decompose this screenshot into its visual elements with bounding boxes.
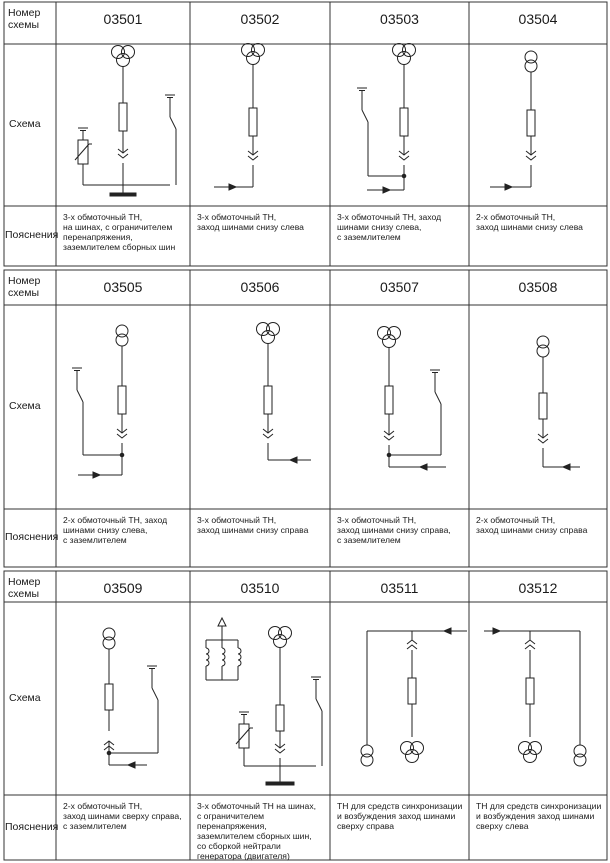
scheme-note: 3-х обмоточный ТН, на шинах, с ограничителем перенапряжения, заземлителем сборных шин — [63, 212, 176, 252]
arrow-icon — [290, 457, 297, 463]
wire — [152, 688, 158, 700]
scheme-diagram-03504 — [490, 51, 537, 190]
grounding-switch-icon — [72, 368, 83, 455]
row-label-scheme: Схема — [9, 400, 41, 412]
row-label-number: Номер схемы — [8, 7, 41, 31]
neutral-assembly-icon — [206, 618, 241, 680]
arrow-icon — [444, 628, 451, 634]
fuse-icon — [527, 110, 535, 136]
scheme-number: 03506 — [240, 279, 280, 295]
two-winding-transformer-icon — [537, 336, 549, 357]
scheme-diagram-03511 — [361, 628, 467, 766]
grounding-switch-icon — [147, 666, 158, 753]
three-winding-transformer-icon — [112, 46, 135, 67]
grounding-switch-icon — [357, 88, 368, 176]
wire — [170, 117, 176, 129]
scheme-number: 03510 — [240, 580, 280, 596]
scheme-number: 03512 — [518, 580, 558, 596]
arrow-icon — [420, 464, 427, 470]
scheme-note: ТН для средств синхронизации и возбуждения заход шинами сверху справа — [337, 801, 463, 831]
two-winding-transformer-icon — [116, 325, 128, 346]
scheme-number: 03511 — [380, 580, 419, 596]
arrow-icon — [493, 628, 500, 634]
scheme-diagram-03512 — [484, 628, 586, 766]
row-label-number: Номер схемы — [8, 275, 41, 299]
scheme-note: 3-х обмоточный ТН, заход шинами снизу слева, с заземлителем — [337, 212, 442, 242]
sync-transformer-icon — [401, 742, 424, 763]
scheme-diagram-03503 — [357, 44, 416, 194]
row-label-explanation: Пояснения — [5, 820, 59, 833]
row-label-number: Номер схемы — [8, 576, 41, 600]
scheme-diagram-03507 — [378, 327, 447, 471]
fuse-icon — [526, 678, 534, 704]
scheme-note: 2-х обмоточный ТН, заход шинами сверху справа, с заземлителем — [63, 801, 182, 831]
scheme-note: 3-х обмоточный ТН, заход шинами снизу слева — [197, 212, 304, 232]
scheme-note: 3-х обмоточный ТН, заход шинами снизу справа, с заземлителем — [337, 515, 451, 545]
scheme-diagram-03505 — [72, 325, 128, 478]
grounding-switch-icon — [311, 677, 322, 766]
scheme-note: 2-х обмоточный ТН, заход шинами снизу справа — [476, 515, 588, 535]
scheme-number: 03508 — [518, 279, 558, 295]
row-label-scheme: Схема — [9, 691, 41, 704]
scheme-number: 03509 — [103, 580, 143, 596]
three-winding-transformer-icon — [378, 327, 401, 348]
fuse-icon — [408, 678, 416, 704]
wire — [362, 110, 368, 122]
fuse-icon — [539, 393, 547, 419]
arrow-icon — [563, 464, 570, 470]
two-winding-transformer-icon — [361, 745, 373, 766]
scheme-note: 3-х обмоточный ТН, заход шинами снизу справа — [197, 515, 309, 535]
scheme-note: 2-х обмоточный ТН, заход шинами снизу слева — [476, 212, 583, 232]
scheme-note: 3-х обмоточный ТН на шинах, с ограничителем перенапряжения, заземлителем сборных шин, со сборкой нейтрали генератора (двигателя) — [197, 801, 317, 861]
scheme-note: 2-х обмоточный ТН, заход шинами снизу слева, с заземлителем — [63, 515, 168, 545]
three-winding-transformer-icon — [393, 44, 416, 65]
two-winding-transformer-icon — [574, 745, 586, 766]
surge-arrester-icon — [75, 128, 92, 164]
plug-connector-icon — [407, 640, 417, 649]
wire — [435, 392, 441, 404]
row-label-explanation: Пояснения — [5, 531, 59, 543]
fuse-icon — [119, 103, 127, 131]
row-label-explanation: Пояснения — [5, 229, 59, 241]
wire — [77, 390, 83, 402]
fuse-icon — [385, 386, 393, 414]
scheme-diagram-03501 — [75, 46, 176, 197]
row-label-scheme: Схема — [9, 118, 41, 130]
three-winding-transformer-icon — [242, 44, 265, 65]
grounding-switch-icon — [430, 370, 441, 455]
scheme-diagram-03502 — [214, 44, 265, 191]
scheme-diagram-03509 — [103, 628, 158, 768]
sync-transformer-icon — [519, 742, 542, 763]
wire — [316, 699, 322, 711]
arrow-icon — [505, 184, 512, 190]
busbar-icon — [266, 782, 294, 785]
scheme-diagram-03508 — [537, 336, 580, 470]
two-winding-transformer-icon — [103, 628, 115, 649]
fuse-icon — [118, 386, 126, 414]
three-winding-transformer-icon — [269, 627, 292, 648]
two-winding-transformer-icon — [525, 51, 537, 72]
scheme-number: 03504 — [518, 11, 558, 27]
wire — [75, 144, 89, 160]
arrow-icon — [229, 184, 236, 190]
scheme-number: 03501 — [103, 11, 143, 27]
table-grid — [4, 2, 607, 860]
surge-arrester-icon — [236, 712, 253, 748]
arrow-icon — [128, 762, 135, 768]
scheme-diagram-03506 — [257, 323, 312, 464]
fuse-icon — [264, 386, 272, 414]
arrow-icon — [383, 187, 390, 193]
three-winding-transformer-icon — [257, 323, 280, 344]
scheme-number: 03505 — [103, 279, 143, 295]
fuse-icon — [276, 705, 284, 731]
grounding-switch-icon — [165, 95, 176, 185]
arrow-icon — [93, 472, 100, 478]
fuse-icon — [400, 108, 408, 136]
scheme-diagram-03510 — [206, 618, 322, 785]
diagrams — [72, 44, 586, 786]
scheme-note: ТН для средств синхронизации и возбуждения заход шинами сверху слева — [476, 801, 602, 831]
fuse-icon — [249, 108, 257, 136]
plug-connector-icon — [525, 640, 535, 649]
wire — [236, 728, 250, 744]
scheme-number: 03502 — [240, 11, 280, 27]
scheme-number: 03503 — [380, 11, 419, 27]
fuse-icon — [105, 684, 113, 710]
busbar-icon — [110, 193, 136, 196]
scheme-number: 03507 — [380, 279, 419, 295]
